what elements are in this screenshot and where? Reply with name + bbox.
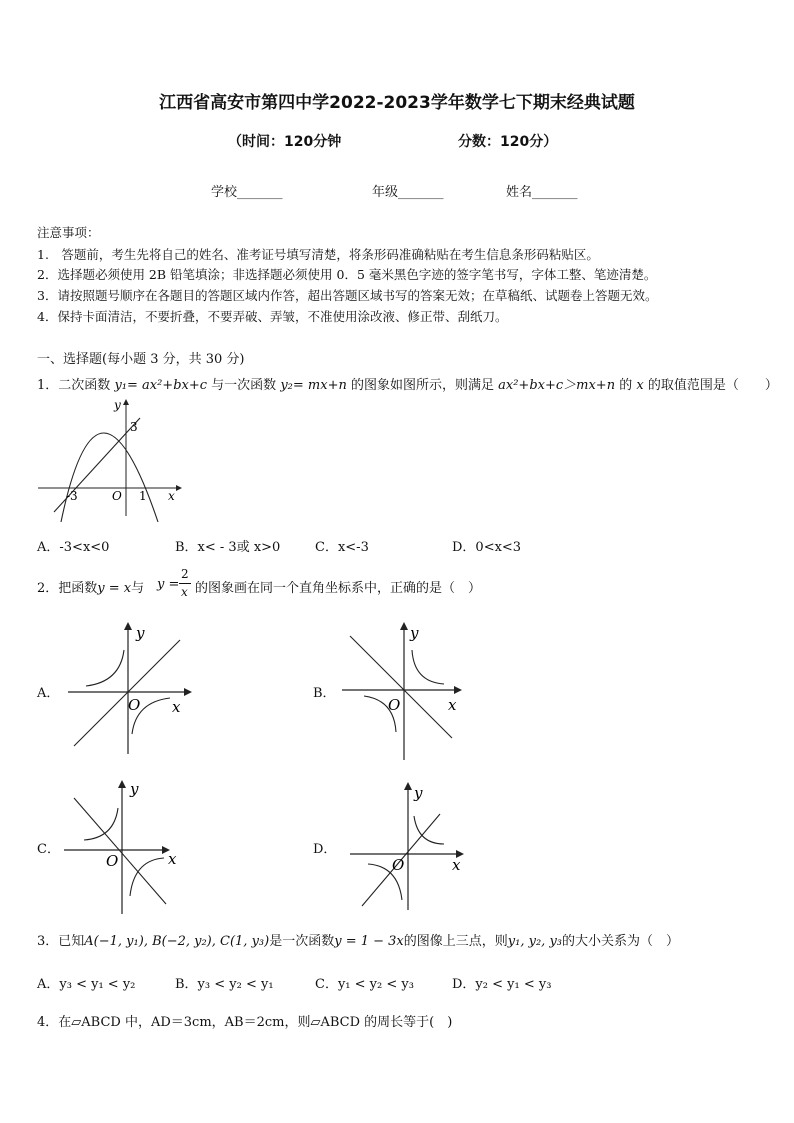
q2-func-2-lhs: y = [157,577,180,592]
q2c-hyperbola-lower [130,858,164,896]
q2-option-a-label: A． [37,686,60,701]
q1-parabola [61,433,158,522]
q2a-line [74,640,180,746]
svg-text:x: x [448,696,457,714]
q2-option-b-label: B． [313,686,336,701]
notice-item-4: 4．保持卡面清洁，不要折叠，不要弄破、弄皱，不准使用涂改液、修正带、刮纸刀。 [37,309,508,324]
question-2 [37,577,144,596]
q1-option-c: C．x<-3 [315,540,369,555]
q1-number: 1． [37,378,59,393]
q2-number: 2． [37,581,59,596]
exam-time: （时间：120分钟 [228,134,342,150]
q2-text-a: 把函数 [58,581,98,596]
svg-text:O: O [388,696,401,714]
q3-points: A(−1, y₁), B(−2, y₂), C(1, y₃) [84,934,270,949]
q1-option-d: D．0<x<3 [452,540,522,555]
q1-graph [36,396,186,522]
notice-item-3: 3．请按照题号顺序在各题目的答题区域内作答，超出答题区域书写的答案无效；在草稿纸、试题卷上答题无效。 [37,288,658,303]
svg-text:y: y [130,780,139,798]
q1-y-label: y [114,398,121,412]
q1-text-b: 与一次函数 [211,378,277,393]
exam-score: 分数：120分） [458,134,558,150]
q1-var: x [636,378,644,393]
q1-quadratic: y₁= ax²+bx+c [114,378,208,393]
q2-option-c-label: C． [37,842,60,857]
q2c-hyperbola-upper [84,808,118,840]
q1-label-neg3: -3 [66,489,78,503]
q1-x-label: x [168,489,175,503]
q3-text-c: 的图像上三点，则 [403,934,508,949]
q1-label-1: 1 [139,489,147,503]
q1-text-c: 的图象如图所示，则满足 [350,378,494,393]
q1-text-e: 的取值范围是（ ） [647,378,778,393]
q1-text-a: 二次函数 [58,378,111,393]
q2-graph-c [62,778,192,918]
q2c-line [74,798,166,904]
q3-text-a: 已知 [58,934,85,949]
q2-text-c: 的图象画在同一个直角坐标系中，正确的是（ ） [195,581,482,596]
svg-text:x: x [452,856,461,874]
q2-graph-a [66,620,196,760]
q3-option-c: C．y₁ < y₂ < y₃ [315,977,414,992]
q2-func-2-den: x [181,585,188,599]
q3-option-b: B．y₃ < y₂ < y₁ [175,977,274,992]
question-3 [37,930,679,949]
section-heading: 一、选择题(每小题 3 分，共 30 分) [37,352,245,367]
svg-text:y: y [410,624,419,642]
question-4: 4．在▱ABCD 中，AD＝3cm，AB＝2cm，则▱ABCD 的周长等于( ) [37,1015,453,1030]
q2-graph-b [340,620,470,765]
q1-origin-label: O [112,489,122,503]
q1-label-3: 3 [130,420,138,434]
q3-text-d: 的大小关系为（ ） [562,934,680,949]
q2-text-b: 与 [131,581,145,596]
notice-heading: 注意事项： [37,225,100,240]
q2-option-d-label: D． [313,842,337,857]
q3-text-b: 是一次函数 [269,934,335,949]
q1-inequality: ax²+bx+c＞mx+n [498,378,616,393]
q2-func-1: y = x [97,581,132,596]
school-field: 学校_______ [211,185,283,200]
q1-y-arrow [123,399,129,405]
svg-text:x: x [168,850,177,868]
q3-vars: y₁, y₂, y₃ [507,934,562,949]
q1-linear: y₂= mx+n [280,378,347,393]
q2-graph-d [348,780,478,915]
q1-option-a: A．-3<x<0 [37,540,110,555]
svg-text:O: O [106,852,119,870]
svg-text:O: O [392,856,405,874]
q2-fraction-bar [179,583,191,584]
question-1 [37,374,778,393]
q3-option-a: A．y₃ < y₁ < y₂ [37,977,136,992]
q1-x-arrow [176,485,182,491]
q2a-hyperbola-upper [86,650,124,686]
q1-text-d: 的 [619,378,633,393]
svg-text:y: y [136,624,145,642]
page-title: 江西省高安市第四中学2022-2023学年数学七下期末经典试题 [159,93,635,113]
q3-number: 3． [37,934,59,949]
q2b-line [350,636,452,738]
q2-func-2-num: 2 [181,567,189,581]
svg-text:O: O [128,696,141,714]
svg-text:x: x [172,698,181,716]
grade-field: 年级_______ [372,185,444,200]
q3-function: y = 1 − 3x [334,934,404,949]
name-field: 姓名_______ [506,185,578,200]
notice-item-1: 1. 答题前，考生先将自己的姓名、准考证号填写清楚，将条形码准确粘贴在考生信息条形码粘贴区。 [37,247,599,262]
notice-item-2: 2．选择题必须使用 2B 铅笔填涂；非选择题必须使用 0．5 毫米黑色字迹的签字笔书写，字体工整、笔迹清楚。 [37,267,657,282]
svg-text:y: y [414,784,423,802]
q2b-hyperbola-upper [412,650,444,684]
q3-option-d: D．y₂ < y₁ < y₃ [452,977,552,992]
q1-option-b: B．x< - 3或 x>0 [175,540,281,555]
